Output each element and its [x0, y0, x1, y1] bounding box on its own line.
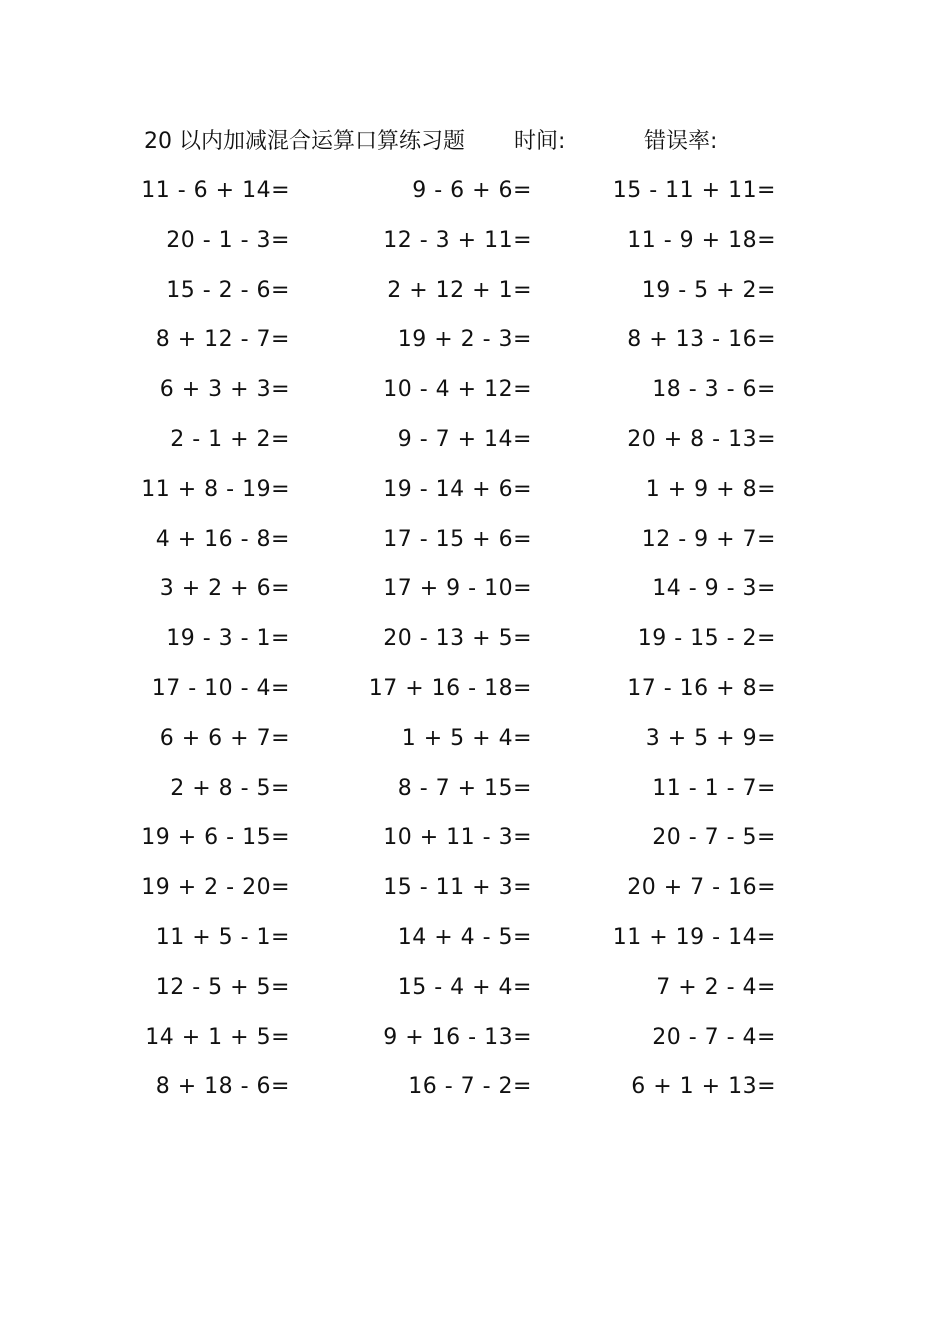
- problem-cell: 19 + 2 - 20=: [141, 875, 290, 901]
- problem-cell: 20 - 1 - 3=: [166, 227, 290, 253]
- problem-cell: 15 - 11 + 3=: [383, 875, 532, 901]
- problem-cell: 16 - 7 - 2=: [408, 1074, 532, 1100]
- problem-row: [0, 820, 950, 870]
- problem-cell: 4 + 16 - 8=: [155, 526, 290, 552]
- problem-row: [0, 173, 950, 223]
- problem-cell: 20 + 7 - 16=: [627, 875, 776, 901]
- problem-cell: 12 - 3 + 11=: [383, 227, 532, 253]
- problem-cell: 18 - 3 - 6=: [652, 377, 776, 403]
- problem-cell: 14 + 1 + 5=: [145, 1024, 290, 1050]
- problem-cell: 11 + 8 - 19=: [141, 476, 290, 502]
- problem-cell: 11 + 5 - 1=: [155, 924, 290, 950]
- problem-cell: 8 + 13 - 16=: [627, 327, 776, 353]
- problem-row: [0, 970, 950, 1020]
- problem-cell: 11 - 1 - 7=: [652, 775, 776, 801]
- problem-cell: 17 - 16 + 8=: [627, 675, 776, 701]
- problem-row: [0, 870, 950, 920]
- problem-row: [0, 621, 950, 671]
- problem-row: [0, 472, 950, 522]
- problem-cell: 3 + 2 + 6=: [159, 576, 290, 602]
- problem-cell: 8 - 7 + 15=: [397, 775, 532, 801]
- problem-cell: 15 - 2 - 6=: [166, 277, 290, 303]
- problem-row: [0, 571, 950, 621]
- problem-cell: 9 - 6 + 6=: [412, 178, 532, 203]
- problem-cell: 20 - 7 - 4=: [652, 1024, 776, 1050]
- problem-cell: 19 - 14 + 6=: [383, 476, 532, 502]
- problem-cell: 3 + 5 + 9=: [645, 725, 776, 751]
- problem-row: [0, 322, 950, 372]
- problem-cell: 20 - 7 - 5=: [652, 825, 776, 851]
- problem-grid: [0, 173, 950, 1119]
- problem-cell: 1 + 9 + 8=: [645, 476, 776, 502]
- problem-cell: 8 + 12 - 7=: [155, 327, 290, 353]
- problem-row: [0, 1069, 950, 1119]
- problem-cell: 17 + 9 - 10=: [383, 576, 532, 602]
- problem-cell: 6 + 1 + 13=: [631, 1074, 776, 1100]
- problem-cell: 17 - 10 - 4=: [151, 675, 290, 701]
- problem-cell: 19 - 15 - 2=: [637, 626, 776, 652]
- problem-cell: 2 + 12 + 1=: [387, 277, 532, 303]
- problem-cell: 19 + 2 - 3=: [397, 327, 532, 353]
- problem-row: [0, 522, 950, 572]
- problem-cell: 19 - 3 - 1=: [166, 626, 290, 652]
- problem-cell: 6 + 6 + 7=: [159, 725, 290, 751]
- page-title: 20 以内加减混合运算口算练习题: [144, 129, 465, 154]
- problem-cell: 14 - 9 - 3=: [652, 576, 776, 602]
- problem-cell: 10 - 4 + 12=: [383, 377, 532, 403]
- problem-row: [0, 920, 950, 970]
- problem-cell: 12 - 5 + 5=: [155, 974, 290, 1000]
- problem-cell: 14 + 4 - 5=: [397, 924, 532, 950]
- time-label: 时间:: [514, 129, 566, 154]
- problem-cell: 1 + 5 + 4=: [401, 725, 532, 751]
- problem-cell: 7 + 2 - 4=: [656, 974, 776, 1000]
- problem-cell: 9 - 7 + 14=: [397, 426, 532, 452]
- worksheet-header: [144, 124, 844, 160]
- problem-cell: 15 - 11 + 11=: [612, 178, 776, 203]
- error-rate-label: 错误率:: [644, 129, 718, 154]
- problem-cell: 17 + 16 - 18=: [368, 675, 532, 701]
- problem-row: [0, 671, 950, 721]
- problem-row: [0, 273, 950, 323]
- problem-row: [0, 721, 950, 771]
- problem-cell: 12 - 9 + 7=: [641, 526, 776, 552]
- problem-cell: 2 - 1 + 2=: [170, 426, 290, 452]
- problem-row: [0, 422, 950, 472]
- problem-cell: 11 - 6 + 14=: [141, 178, 290, 203]
- problem-cell: 10 + 11 - 3=: [383, 825, 532, 851]
- problem-cell: 20 + 8 - 13=: [627, 426, 776, 452]
- problem-cell: 15 - 4 + 4=: [397, 974, 532, 1000]
- problem-cell: 20 - 13 + 5=: [383, 626, 532, 652]
- problem-cell: 19 - 5 + 2=: [641, 277, 776, 303]
- problem-cell: 11 + 19 - 14=: [612, 924, 776, 950]
- problem-cell: 11 - 9 + 18=: [627, 227, 776, 253]
- problem-row: [0, 372, 950, 422]
- problem-cell: 6 + 3 + 3=: [159, 377, 290, 403]
- problem-cell: 19 + 6 - 15=: [141, 825, 290, 851]
- problem-cell: 9 + 16 - 13=: [383, 1024, 532, 1050]
- problem-row: [0, 771, 950, 821]
- problem-cell: 17 - 15 + 6=: [383, 526, 532, 552]
- problem-row: [0, 223, 950, 273]
- problem-cell: 2 + 8 - 5=: [170, 775, 290, 801]
- problem-cell: 8 + 18 - 6=: [155, 1074, 290, 1100]
- problem-row: [0, 1020, 950, 1070]
